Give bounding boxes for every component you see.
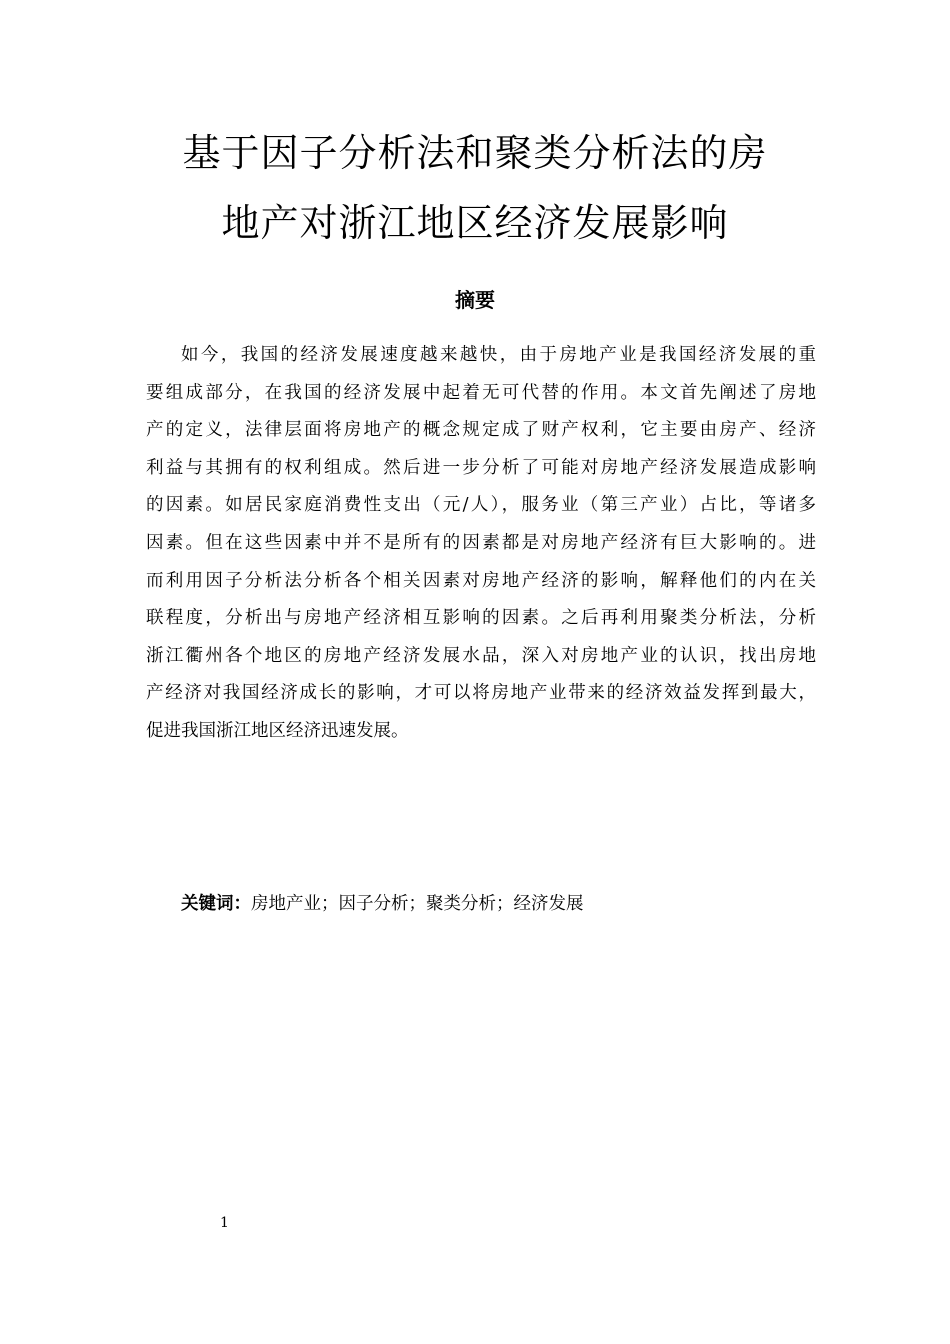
paper-title-line-2: 地产对浙江地区经济发展影响 xyxy=(221,201,729,245)
page-number: 1 xyxy=(220,1215,229,1231)
paper-title-line-1: 基于因子分析法和聚类分析法的房 xyxy=(182,131,768,175)
abstract-line: 而利用因子分析法分析各个相关因素对房地产经济的影响，解释他们的内在关 xyxy=(146,570,816,591)
abstract-line: 产经济对我国经济成长的影响，才可以将房地产业带来的经济效益发挥到最大， xyxy=(146,683,816,704)
abstract-line: 产的定义，法律层面将房地产的概念规定成了财产权利，它主要由房产、经济 xyxy=(146,420,816,441)
abstract-line: 联程度，分析出与房地产经济相互影响的因素。之后再利用聚类分析法，分析 xyxy=(146,608,816,629)
abstract-line: 因素。但在这些因素中并不是所有的因素都是对房地产经济有巨大影响的。进 xyxy=(146,532,816,553)
abstract-line: 促进我国浙江地区经济迅速发展。 xyxy=(146,720,409,741)
keywords-value: 房地产业；因子分析；聚类分析；经济发展 xyxy=(251,894,584,914)
abstract-line: 浙江衢州各个地区的房地产经济发展水品，深入对房地产业的认识，找出房地 xyxy=(146,645,816,666)
abstract-body xyxy=(146,337,816,751)
abstract-heading: 摘要 xyxy=(455,288,495,312)
paper-title xyxy=(0,118,950,258)
keywords xyxy=(181,888,584,920)
keywords-label: 关键词： xyxy=(181,894,251,914)
abstract-line: 的因素。如居民家庭消费性支出（元/人），服务业（第三产业）占比，等诸多 xyxy=(146,495,816,516)
abstract-line: 如今，我国的经济发展速度越来越快，由于房地产业是我国经济发展的重 xyxy=(181,345,816,365)
abstract-line: 要组成部分，在我国的经济发展中起着无可代替的作用。本文首先阐述了房地 xyxy=(146,382,816,403)
abstract-line: 利益与其拥有的权利组成。然后进一步分析了可能对房地产经济发展造成影响 xyxy=(146,457,816,478)
